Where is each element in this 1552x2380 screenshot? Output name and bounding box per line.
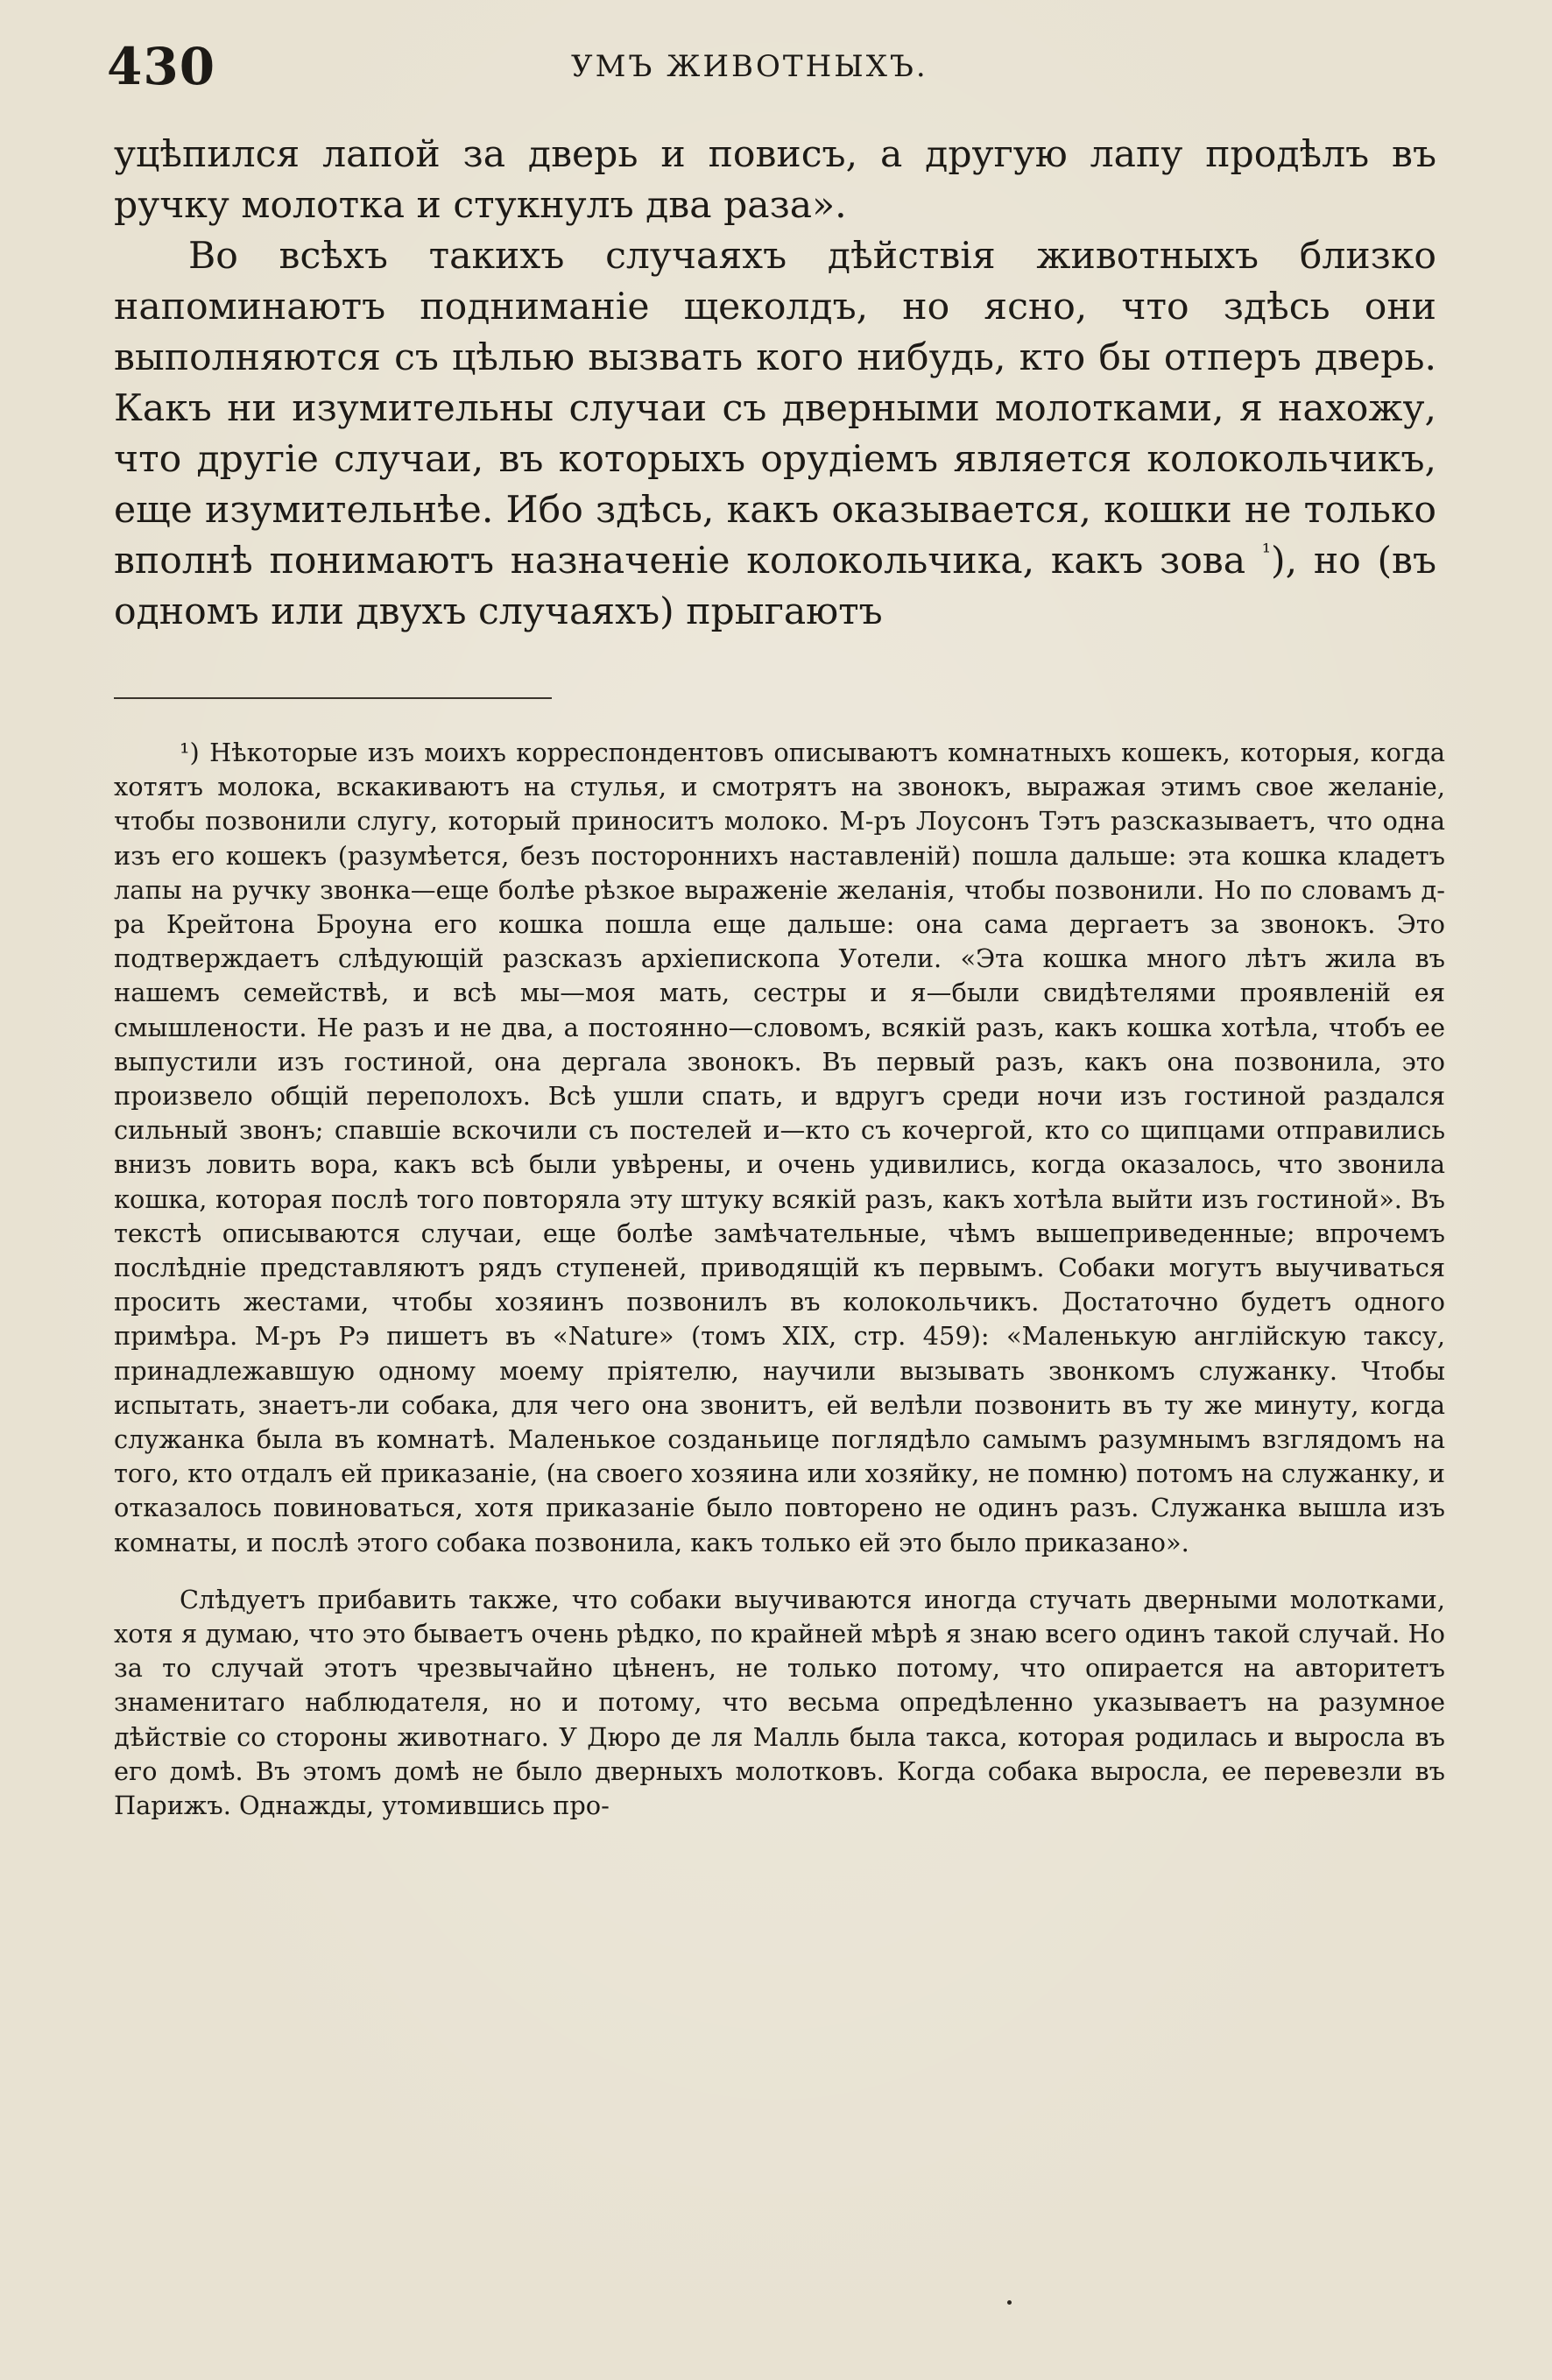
paragraph-cats-bells	[114, 231, 1436, 638]
print-speck	[1007, 2300, 1012, 2305]
paragraph-text: Во всѣхъ такихъ случаяхъ дѣйствія животныхъ близко напоминаютъ подниманіе щеколдъ, но ясно, что здѣсь они выполняются съ цѣлью вызвать кого нибудь, кто бы отперъ дверь. Какъ ни изумительны случаи съ дверными молотками, я нахожу, что другіе случаи, въ которыхъ орудіемъ является колокольчикъ, еще изумительнѣе. Ибо здѣсь, какъ оказывается, кошки не только вполнѣ понимаютъ назначеніе колокольчика, какъ зова	[114, 235, 1436, 583]
main-text	[114, 130, 1436, 638]
footnote-reference: ¹	[1261, 539, 1272, 566]
paragraph-continuation: уцѣпился лапой за дверь и повисъ, а другую лапу продѣлъ въ ручку молотка и стукнулъ два раза».	[114, 133, 1436, 227]
footnote-1	[114, 736, 1445, 1560]
running-head	[107, 37, 1473, 107]
footnote-rule	[114, 697, 552, 699]
page-number: 430	[107, 37, 216, 96]
footnote-text: Нѣкоторые изъ моихъ корреспондентовъ описываютъ комнатныхъ кошекъ, которыя, когда хотятъ молока, вскакиваютъ на стулья, и смотрятъ на звонокъ, выражая этимъ свое желаніе, чтобы позвонили слугу, который приноситъ молоко. М-ръ Лоусонъ Тэтъ разсказываетъ, что одна изъ его кошекъ (разумѣется, безъ постороннихъ наставленій) пошла дальше: эта кошка кладетъ лапы на ручку звонка—еще болѣе рѣзкое выраженіе желанія, чтобы позвонили. Но по словамъ д-ра Крейтона Броуна его кошка пошла еще дальше: она сама дергаетъ за звонокъ. Это подтверждаетъ слѣдующій разсказъ архіепископа Уотели. «Эта кошка много лѣтъ жила въ нашемъ семействѣ, и всѣ мы—моя мать, сестры и я—были свидѣтелями проявленій ея смышлености. Не разъ и не два, а постоянно—словомъ, всякій разъ, какъ кошка хотѣла, чтобъ ее выпустили изъ гостиной, она дергала звонокъ. Въ первый разъ, какъ она позвонила, это произвело общій переполохъ. Всѣ ушли спать, и вдругъ среди ночи изъ гостиной раздался сильный звонъ; спавшіе вскочили съ постелей и—кто съ кочергой, кто со щипцами отправились внизъ ловить вора, какъ всѣ были увѣрены, и очень удивились, когда оказалось, что звонила кошка, которая послѣ того повторяла эту штуку всякій разъ, какъ хотѣла выйти изъ гостиной». Въ текстѣ описываются случаи, еще болѣе замѣчательные, чѣмъ вышеприведенные; впрочемъ послѣдніе представляютъ рядъ ступеней, приводящій къ первымъ. Собаки могутъ выучиваться просить жестами, чтобы хозяинъ позвонилъ въ колокольчикъ. Достаточно будетъ одного примѣра. М-ръ Рэ пишетъ въ «Nature» (томъ XIX, стр. 459): «Маленькую англійскую таксу, принадлежавшую одному моему пріятелю, научили вызывать звонкомъ служанку. Чтобы испытать, знаетъ-ли собака, для чего она звонитъ, ей велѣли позвонить въ ту же минуту, когда служанка была въ комнатѣ. Маленькое созданьице поглядѣло самымъ разумнымъ взглядомъ на того, кто отдалъ ей приказаніе, (на своего хозяина или хозяйку, не помню) потомъ на служанку, и отказалось повиноваться, хотя приказаніе было повторено не одинъ разъ. Служанка вышла изъ комнаты, и послѣ этого собака позвонила, какъ только ей это было приказано».	[114, 738, 1445, 1557]
footnote-mark: ¹)	[180, 738, 200, 767]
footnotes	[114, 736, 1445, 1823]
paragraph-text-tail: ), но (въ одномъ или двухъ случаяхъ) прыгаютъ	[114, 540, 1437, 633]
footnote-continuation: Слѣдуетъ прибавить также, что собаки выучиваются иногда стучать дверными молотками, хотя я думаю, что это бываетъ очень рѣдко, по крайней мѣрѣ я знаю всего одинъ такой случай. Но за то случай этотъ чрезвычайно цѣненъ, не только потому, что опирается на авторитетъ знаменитаго наблюдателя, но и потому, что весьма опредѣленно указываетъ на разумное дѣйствіе со стороны животнаго. У Дюро де ля Малль была такса, которая родилась и выросла въ его домѣ. Въ этомъ домѣ не было дверныхъ молотковъ. Когда собака выросла, ее перевезли въ Парижъ. Однажды, утомившись про-	[114, 1584, 1445, 1821]
running-title: УМЪ ЖИВОТНЫХЪ.	[571, 49, 928, 84]
